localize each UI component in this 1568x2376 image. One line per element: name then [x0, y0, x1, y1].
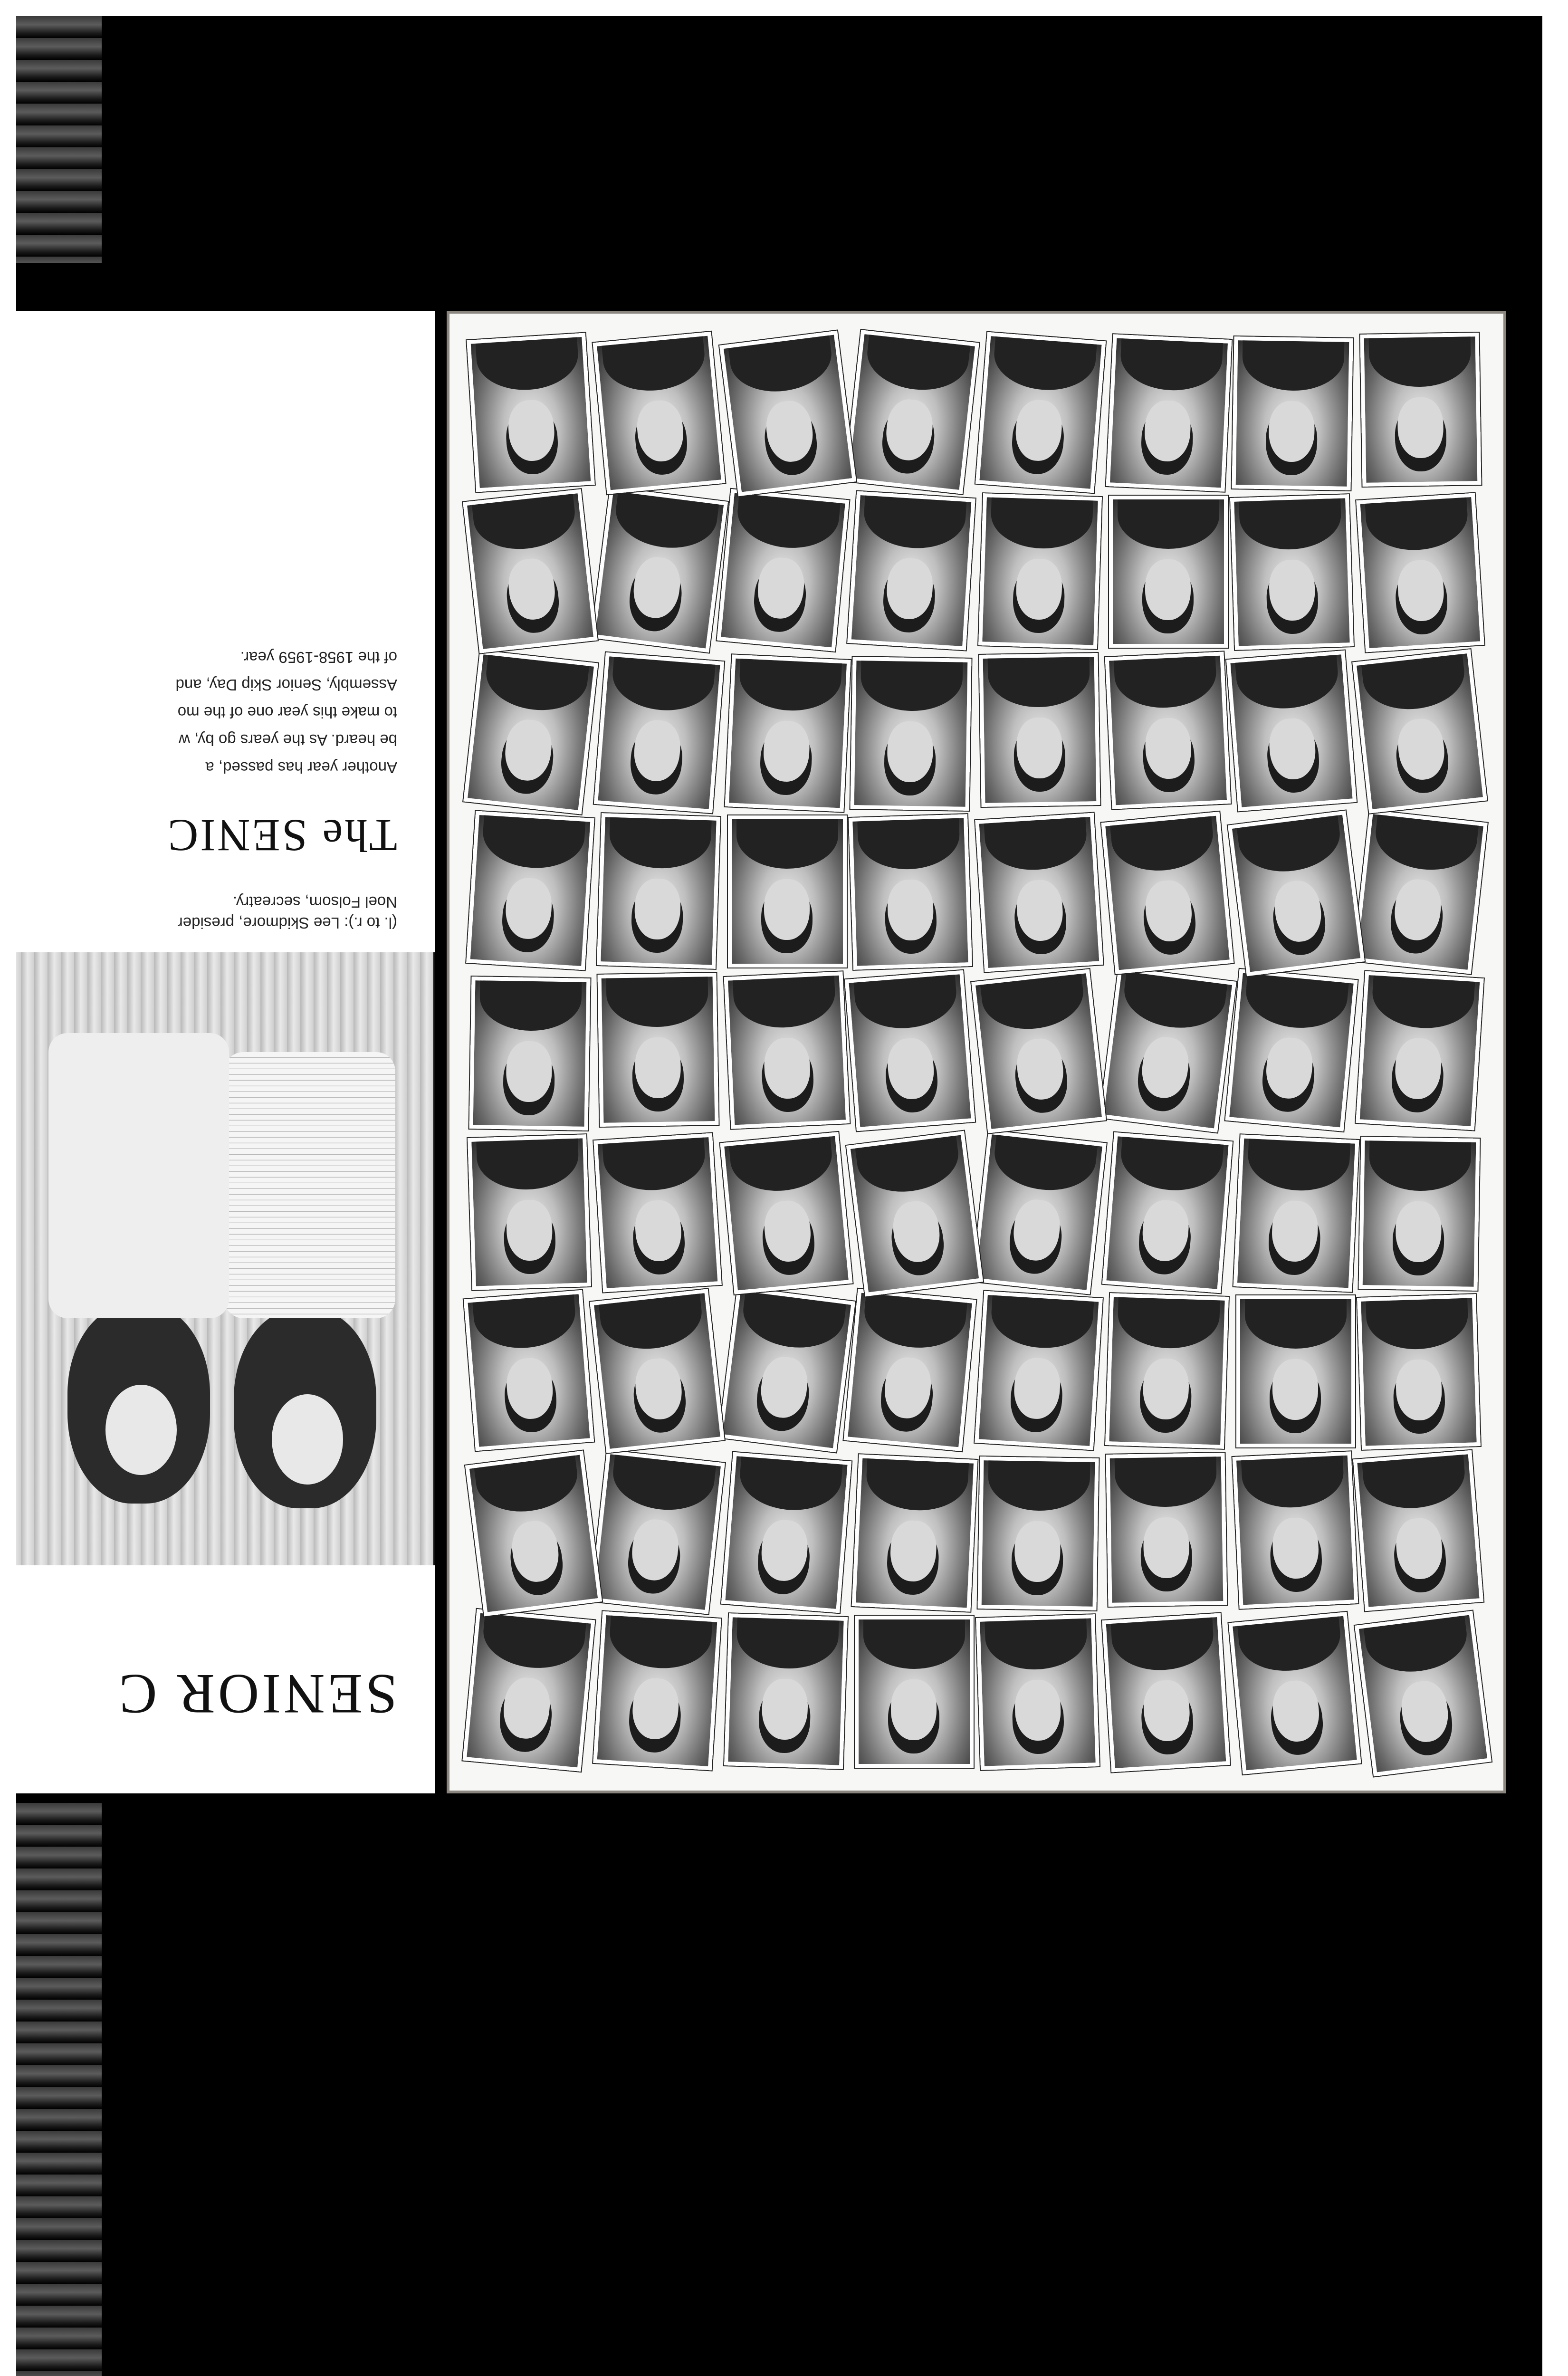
portrait-face — [504, 877, 553, 940]
senior-portrait — [1233, 1134, 1359, 1292]
portrait-face — [1272, 1359, 1318, 1420]
senior-portrait — [1359, 1137, 1480, 1291]
portrait-shoulders — [1243, 969, 1350, 1032]
portrait-face — [1272, 1517, 1320, 1580]
senior-portrait — [852, 1454, 978, 1611]
senior-portrait — [1226, 650, 1357, 811]
senior-portrait — [594, 652, 724, 813]
portrait-face — [883, 397, 935, 463]
senior-portrait — [978, 493, 1102, 649]
senior-portrait — [1106, 335, 1232, 492]
portrait-face — [1398, 1678, 1451, 1744]
portrait-shoulders — [861, 1289, 969, 1352]
portrait-shoulders — [610, 652, 717, 714]
portrait-face — [1271, 1678, 1322, 1743]
portrait-shoulders — [989, 1291, 1095, 1351]
portrait-shoulders — [852, 970, 959, 1032]
portrait-shoulders — [732, 971, 836, 1030]
portrait-face — [506, 556, 557, 622]
portrait-face — [631, 1677, 680, 1741]
senior-portrait — [728, 815, 847, 968]
portrait-shoulders — [1109, 812, 1216, 875]
portrait-face — [507, 399, 556, 462]
portrait-shoulders — [983, 813, 1088, 873]
portrait-face — [1271, 1199, 1319, 1262]
portrait-shoulders — [738, 654, 842, 713]
portrait-shoulders — [483, 650, 591, 715]
senior-portrait — [593, 332, 726, 494]
senior-portrait — [469, 977, 590, 1131]
senior-portrait — [1106, 1453, 1227, 1607]
senior-portrait — [1105, 651, 1231, 809]
senior-portrait — [1356, 971, 1484, 1130]
portrait-shoulders — [726, 331, 835, 397]
caption-line: Noel Folsom, secreatry. — [233, 893, 397, 911]
portrait-face — [1143, 879, 1195, 943]
body-line: Assembly, Senior Skip Day, and — [175, 676, 397, 694]
portrait-shoulders — [739, 1287, 849, 1353]
portrait-shoulders — [984, 1614, 1088, 1671]
portrait-face — [506, 1041, 552, 1102]
senior-portrait — [1357, 1294, 1481, 1450]
portrait-shoulders — [471, 1290, 577, 1352]
portrait-face — [1396, 717, 1447, 782]
portrait-face — [509, 1518, 562, 1584]
senior-portrait — [590, 1289, 725, 1454]
portrait-shoulders — [987, 653, 1090, 708]
senior-portrait — [464, 1290, 594, 1451]
senior-portrait — [1230, 494, 1354, 650]
senior-portrait — [972, 1130, 1107, 1294]
portrait-face — [1392, 877, 1444, 943]
senior-portrait — [1109, 496, 1228, 648]
senior-portrait — [855, 1616, 974, 1768]
portrait-face — [885, 557, 935, 621]
portrait-face — [1143, 400, 1192, 462]
portrait-shoulders — [1364, 493, 1470, 553]
portrait-shoulders — [863, 1616, 965, 1669]
senior-portrait — [977, 1456, 1099, 1610]
portrait-shoulders — [481, 811, 586, 871]
senior-portrait — [1225, 969, 1358, 1131]
portrait-shoulders — [1120, 967, 1230, 1034]
portrait-face — [757, 1354, 810, 1420]
portrait-shoulders — [470, 489, 578, 554]
portrait-shoulders — [991, 1130, 1100, 1195]
portrait-shoulders — [606, 973, 708, 1028]
portrait-shoulders — [736, 815, 838, 869]
senior-portrait — [1360, 333, 1482, 487]
portrait-shoulders — [988, 1456, 1090, 1512]
senior-portrait — [462, 1609, 595, 1772]
portrait-face — [1396, 1201, 1442, 1262]
portrait-shoulders — [1245, 1295, 1347, 1349]
portrait-face — [1012, 1357, 1061, 1420]
senior-portrait — [976, 1614, 1100, 1770]
scanned-yearbook-spread — [16, 16, 1542, 2376]
senior-portrait — [1352, 649, 1487, 814]
binding-top — [16, 16, 102, 263]
portrait-shoulders — [609, 813, 712, 870]
portrait-shoulders — [1110, 1613, 1215, 1673]
senior-portrait — [593, 1133, 722, 1292]
officer-shirt-left — [224, 1052, 395, 1318]
senior-portrait — [1105, 1293, 1229, 1449]
portrait-shoulders — [1119, 1132, 1225, 1194]
senior-portrait — [590, 1450, 725, 1614]
portrait-shoulders — [736, 1613, 839, 1670]
portrait-shoulders — [1240, 1451, 1345, 1510]
body-line: of the 1958-1959 year. — [240, 649, 397, 666]
senior-portrait — [844, 1289, 976, 1451]
portrait-shoulders — [1114, 1453, 1217, 1508]
senior-portrait — [1101, 812, 1234, 974]
portrait-shoulders — [608, 1611, 713, 1671]
senior-portrait — [1355, 1610, 1492, 1776]
senior-portrait — [1228, 811, 1365, 977]
section-subhead: The SENIC — [166, 810, 397, 861]
portrait-face — [1395, 1359, 1443, 1421]
portrait-shoulders — [480, 1609, 588, 1672]
portrait-face — [1015, 879, 1064, 942]
senior-portrait — [598, 973, 719, 1127]
portrait-face — [1014, 1521, 1061, 1582]
officer-face-right — [105, 1385, 177, 1475]
portrait-face — [501, 1676, 552, 1740]
portrait-face — [635, 399, 686, 463]
class-officers-photo — [16, 952, 435, 1565]
portrait-shoulders — [1362, 1610, 1471, 1677]
portrait-shoulders — [1365, 1294, 1469, 1351]
senior-portrait — [724, 1613, 848, 1769]
senior-portrait — [975, 332, 1106, 493]
portrait-shoulders — [1113, 651, 1218, 710]
senior-portrait-page — [447, 311, 1506, 1793]
caption-line: (l. to r.): Lee Skidmore, presider — [177, 914, 397, 932]
portrait-collage — [468, 332, 1484, 1772]
senior-portrait — [724, 971, 850, 1129]
portrait-face — [761, 1678, 809, 1740]
portrait-shoulders — [992, 332, 1098, 394]
senior-portrait — [720, 1132, 852, 1294]
page-heading: SENIOR C — [116, 1663, 397, 1726]
portrait-face — [887, 879, 934, 941]
senior-portrait — [719, 331, 856, 497]
portrait-face — [1011, 1197, 1062, 1263]
portrait-face — [632, 719, 682, 783]
portrait-face — [887, 721, 934, 782]
portrait-shoulders — [735, 489, 842, 552]
portrait-face — [763, 399, 816, 465]
portrait-face — [1014, 1036, 1066, 1102]
senior-portrait — [717, 489, 849, 651]
portrait-shoulders — [472, 1451, 581, 1517]
portrait-face — [1142, 1679, 1192, 1743]
portrait-shoulders — [990, 493, 1093, 550]
senior-portrait — [1102, 1613, 1230, 1772]
portrait-face — [764, 879, 810, 940]
senior-portrait — [849, 814, 972, 970]
senior-portrait — [851, 657, 972, 811]
portrait-shoulders — [862, 491, 967, 551]
senior-portrait — [463, 650, 598, 814]
portrait-shoulders — [1242, 336, 1345, 392]
portrait-face — [1272, 879, 1324, 945]
book-spread-rotated — [16, 292, 1542, 1812]
portrait-face — [762, 1198, 813, 1263]
senior-portrait — [971, 969, 1106, 1133]
portrait-shoulders — [1359, 649, 1468, 714]
portrait-face — [502, 717, 554, 783]
senior-portrait — [975, 1291, 1103, 1450]
portrait-shoulders — [1238, 494, 1342, 551]
portrait-face — [634, 878, 681, 940]
photo-caption — [27, 891, 397, 933]
portrait-shoulders — [860, 657, 963, 712]
senior-portrait — [718, 1287, 855, 1453]
portrait-face — [1014, 1679, 1061, 1741]
portrait-shoulders — [865, 1454, 970, 1513]
portrait-face — [1394, 1516, 1444, 1581]
portrait-face — [629, 1517, 681, 1583]
portrait-face — [634, 1199, 683, 1263]
senior-portrait — [1353, 1450, 1483, 1611]
portrait-face — [1143, 1517, 1190, 1578]
portrait-face — [631, 555, 683, 621]
portrait-shoulders — [737, 1452, 844, 1514]
class-history-text — [17, 643, 397, 781]
body-line: to make this year one of the mo — [177, 704, 397, 721]
senior-portrait — [593, 1611, 721, 1770]
portrait-face — [882, 1356, 934, 1420]
portrait-face — [1267, 717, 1318, 781]
senior-portrait — [1102, 1132, 1233, 1293]
binding-bottom — [16, 1803, 102, 2376]
portrait-shoulders — [602, 1133, 707, 1193]
portrait-face — [889, 1520, 937, 1582]
senior-portrait — [463, 489, 598, 653]
portrait-face — [1394, 1037, 1443, 1101]
portrait-face — [1140, 1198, 1191, 1263]
portrait-shoulders — [476, 1134, 579, 1191]
portrait-shoulders — [857, 814, 960, 871]
portrait-shoulders — [1361, 1450, 1467, 1512]
officer-shirt-right — [48, 1033, 229, 1318]
portrait-face — [506, 1199, 553, 1261]
senior-portrait — [591, 487, 728, 653]
portrait-face — [755, 556, 806, 621]
portrait-face — [1397, 397, 1444, 459]
portrait-face — [1145, 559, 1191, 620]
portrait-face — [1139, 1035, 1192, 1101]
portrait-shoulders — [1246, 1134, 1351, 1193]
portrait-shoulders — [1119, 335, 1224, 393]
portrait-shoulders — [600, 332, 708, 395]
senior-portrait — [979, 653, 1100, 807]
portrait-shoulders — [1118, 496, 1219, 549]
senior-portrait — [597, 813, 720, 969]
senior-portrait — [1236, 1295, 1355, 1447]
body-line: be heard. As the years go by, w — [179, 731, 397, 749]
senior-portrait — [721, 1452, 851, 1613]
senior-portrait — [465, 1451, 602, 1617]
portrait-face — [635, 1037, 681, 1098]
portrait-face — [1268, 401, 1315, 462]
portrait-face — [1263, 1036, 1315, 1101]
portrait-shoulders — [1236, 1612, 1343, 1675]
senior-class-text-page — [16, 311, 435, 1793]
senior-portrait — [975, 813, 1103, 972]
portrait-face — [1268, 559, 1316, 622]
portrait-shoulders — [610, 1450, 718, 1515]
senior-portrait — [847, 491, 975, 650]
senior-portrait — [1232, 1451, 1358, 1609]
portrait-face — [759, 1518, 810, 1582]
senior-portrait — [467, 333, 595, 492]
portrait-shoulders — [864, 330, 972, 395]
portrait-face — [1144, 717, 1193, 779]
senior-portrait — [846, 1131, 983, 1296]
senior-portrait — [1228, 1612, 1361, 1774]
portrait-shoulders — [727, 1132, 835, 1195]
portrait-face — [762, 719, 811, 782]
portrait-shoulders — [597, 1289, 705, 1354]
senior-portrait — [466, 811, 594, 970]
officer-face-left — [272, 1394, 343, 1485]
senior-portrait — [725, 654, 851, 812]
portrait-face — [890, 1198, 943, 1265]
portrait-shoulders — [1117, 1293, 1221, 1350]
portrait-face — [891, 1679, 937, 1740]
body-line: Another year has passed, a — [205, 759, 397, 776]
portrait-shoulders — [978, 969, 1087, 1034]
portrait-face — [505, 1357, 555, 1421]
senior-portrait — [1353, 810, 1488, 975]
senior-portrait — [1356, 493, 1484, 652]
portrait-shoulders — [612, 487, 721, 554]
portrait-shoulders — [853, 1131, 963, 1197]
portrait-face — [1013, 399, 1064, 463]
portrait-face — [1015, 558, 1063, 620]
portrait-shoulders — [474, 333, 580, 393]
portrait-face — [886, 1036, 936, 1101]
portrait-shoulders — [1233, 650, 1340, 712]
portrait-shoulders — [1370, 971, 1476, 1031]
portrait-shoulders — [1372, 810, 1481, 875]
portrait-shoulders — [1368, 333, 1471, 388]
portrait-face — [1016, 717, 1062, 778]
portrait-face — [633, 1356, 685, 1422]
portrait-face — [763, 1037, 812, 1100]
senior-portrait — [844, 330, 979, 495]
book-spread — [16, 292, 1542, 1812]
portrait-shoulders — [1369, 1137, 1472, 1192]
senior-portrait — [1100, 967, 1236, 1133]
senior-portrait — [845, 970, 975, 1131]
portrait-face — [1142, 1358, 1190, 1420]
portrait-shoulders — [479, 977, 582, 1032]
senior-portrait — [468, 1134, 591, 1290]
portrait-shoulders — [1234, 811, 1344, 877]
portrait-face — [1396, 559, 1446, 623]
senior-portrait — [1232, 336, 1353, 490]
